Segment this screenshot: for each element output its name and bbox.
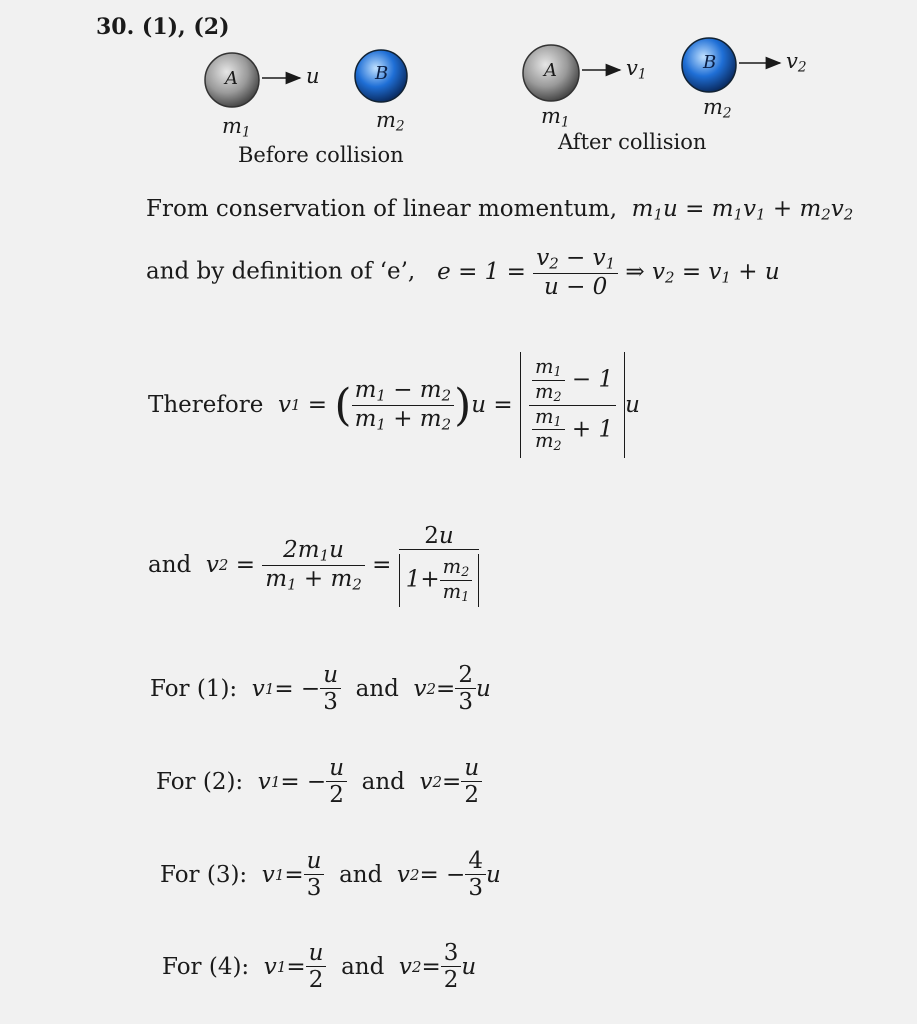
therefore-word: Therefore bbox=[148, 392, 264, 418]
v2-label: $v_2$ bbox=[786, 49, 807, 76]
after-caption: After collision bbox=[558, 130, 707, 154]
momentum-text: From conservation of linear momentum, bbox=[146, 196, 618, 222]
m1-before: $m_1$ bbox=[222, 114, 251, 141]
restitution-equation: e = 1 = $\frac{v_2 - v_1}{u - 0}$ ⇒ $v_2 = v_1 + u$ bbox=[422, 245, 780, 300]
ball-a-label-after: A bbox=[544, 60, 557, 81]
m2-before: $m_2$ bbox=[376, 108, 405, 135]
v1-label: $v_1$ bbox=[626, 56, 647, 83]
problem-heading: 30. (1), (2) bbox=[96, 14, 230, 40]
restitution-text: and by definition of ‘e’, bbox=[146, 258, 416, 285]
ball-b-label: B bbox=[375, 63, 389, 84]
case-2-label: For (2): bbox=[156, 768, 244, 795]
case-2: For (2): v 1 = − $\frac{u}{2}$ and v 2 = $\frac{u}{2}$ bbox=[156, 755, 482, 809]
restitution-line bbox=[146, 245, 780, 300]
u-label: u bbox=[306, 64, 320, 88]
momentum-equation: $m_1u = m_1v_1 + m_2v_2$ bbox=[624, 196, 854, 224]
case-1: For (1): v 1 = − $\frac{u}{3}$ and v 2 = $\frac{2}{3}$ u bbox=[150, 662, 491, 716]
case-4: For (4): v 1 = $\frac{u}{2}$ and v 2 = $\frac{3}{2}$ u bbox=[162, 940, 477, 994]
v1-derivation: Therefore v 1 = ( $\frac{m_1 - m_2}{m_1 + m_2}$ ) u = $\frac{m_1}{m_2}$ − 1 $\frac{m_1}{m_2}$ + 1 u bbox=[148, 330, 640, 480]
ball-a-label: A bbox=[225, 68, 238, 89]
case-1-label: For (1): bbox=[150, 675, 238, 702]
before-caption: Before collision bbox=[238, 143, 404, 167]
ball-b-label-after: B bbox=[703, 52, 717, 73]
case-3: For (3): v 1 = $\frac{u}{3}$ and v 2 = − $\frac{4}{3}$ u bbox=[160, 848, 501, 902]
v2-derivation: and v 2 = $\frac{2m_1u}{m_1 + m_2}$ = 2u 1+ $\frac{m_2}{m_1}$ bbox=[148, 510, 479, 620]
case-3-label: For (3): bbox=[160, 861, 248, 888]
m2-after: $m_2$ bbox=[703, 95, 732, 122]
m1-after: $m_1$ bbox=[541, 104, 570, 131]
and-word: and bbox=[148, 552, 192, 578]
case-4-label: For (4): bbox=[162, 953, 250, 980]
collision-diagram bbox=[0, 0, 917, 180]
momentum-line bbox=[146, 196, 853, 224]
